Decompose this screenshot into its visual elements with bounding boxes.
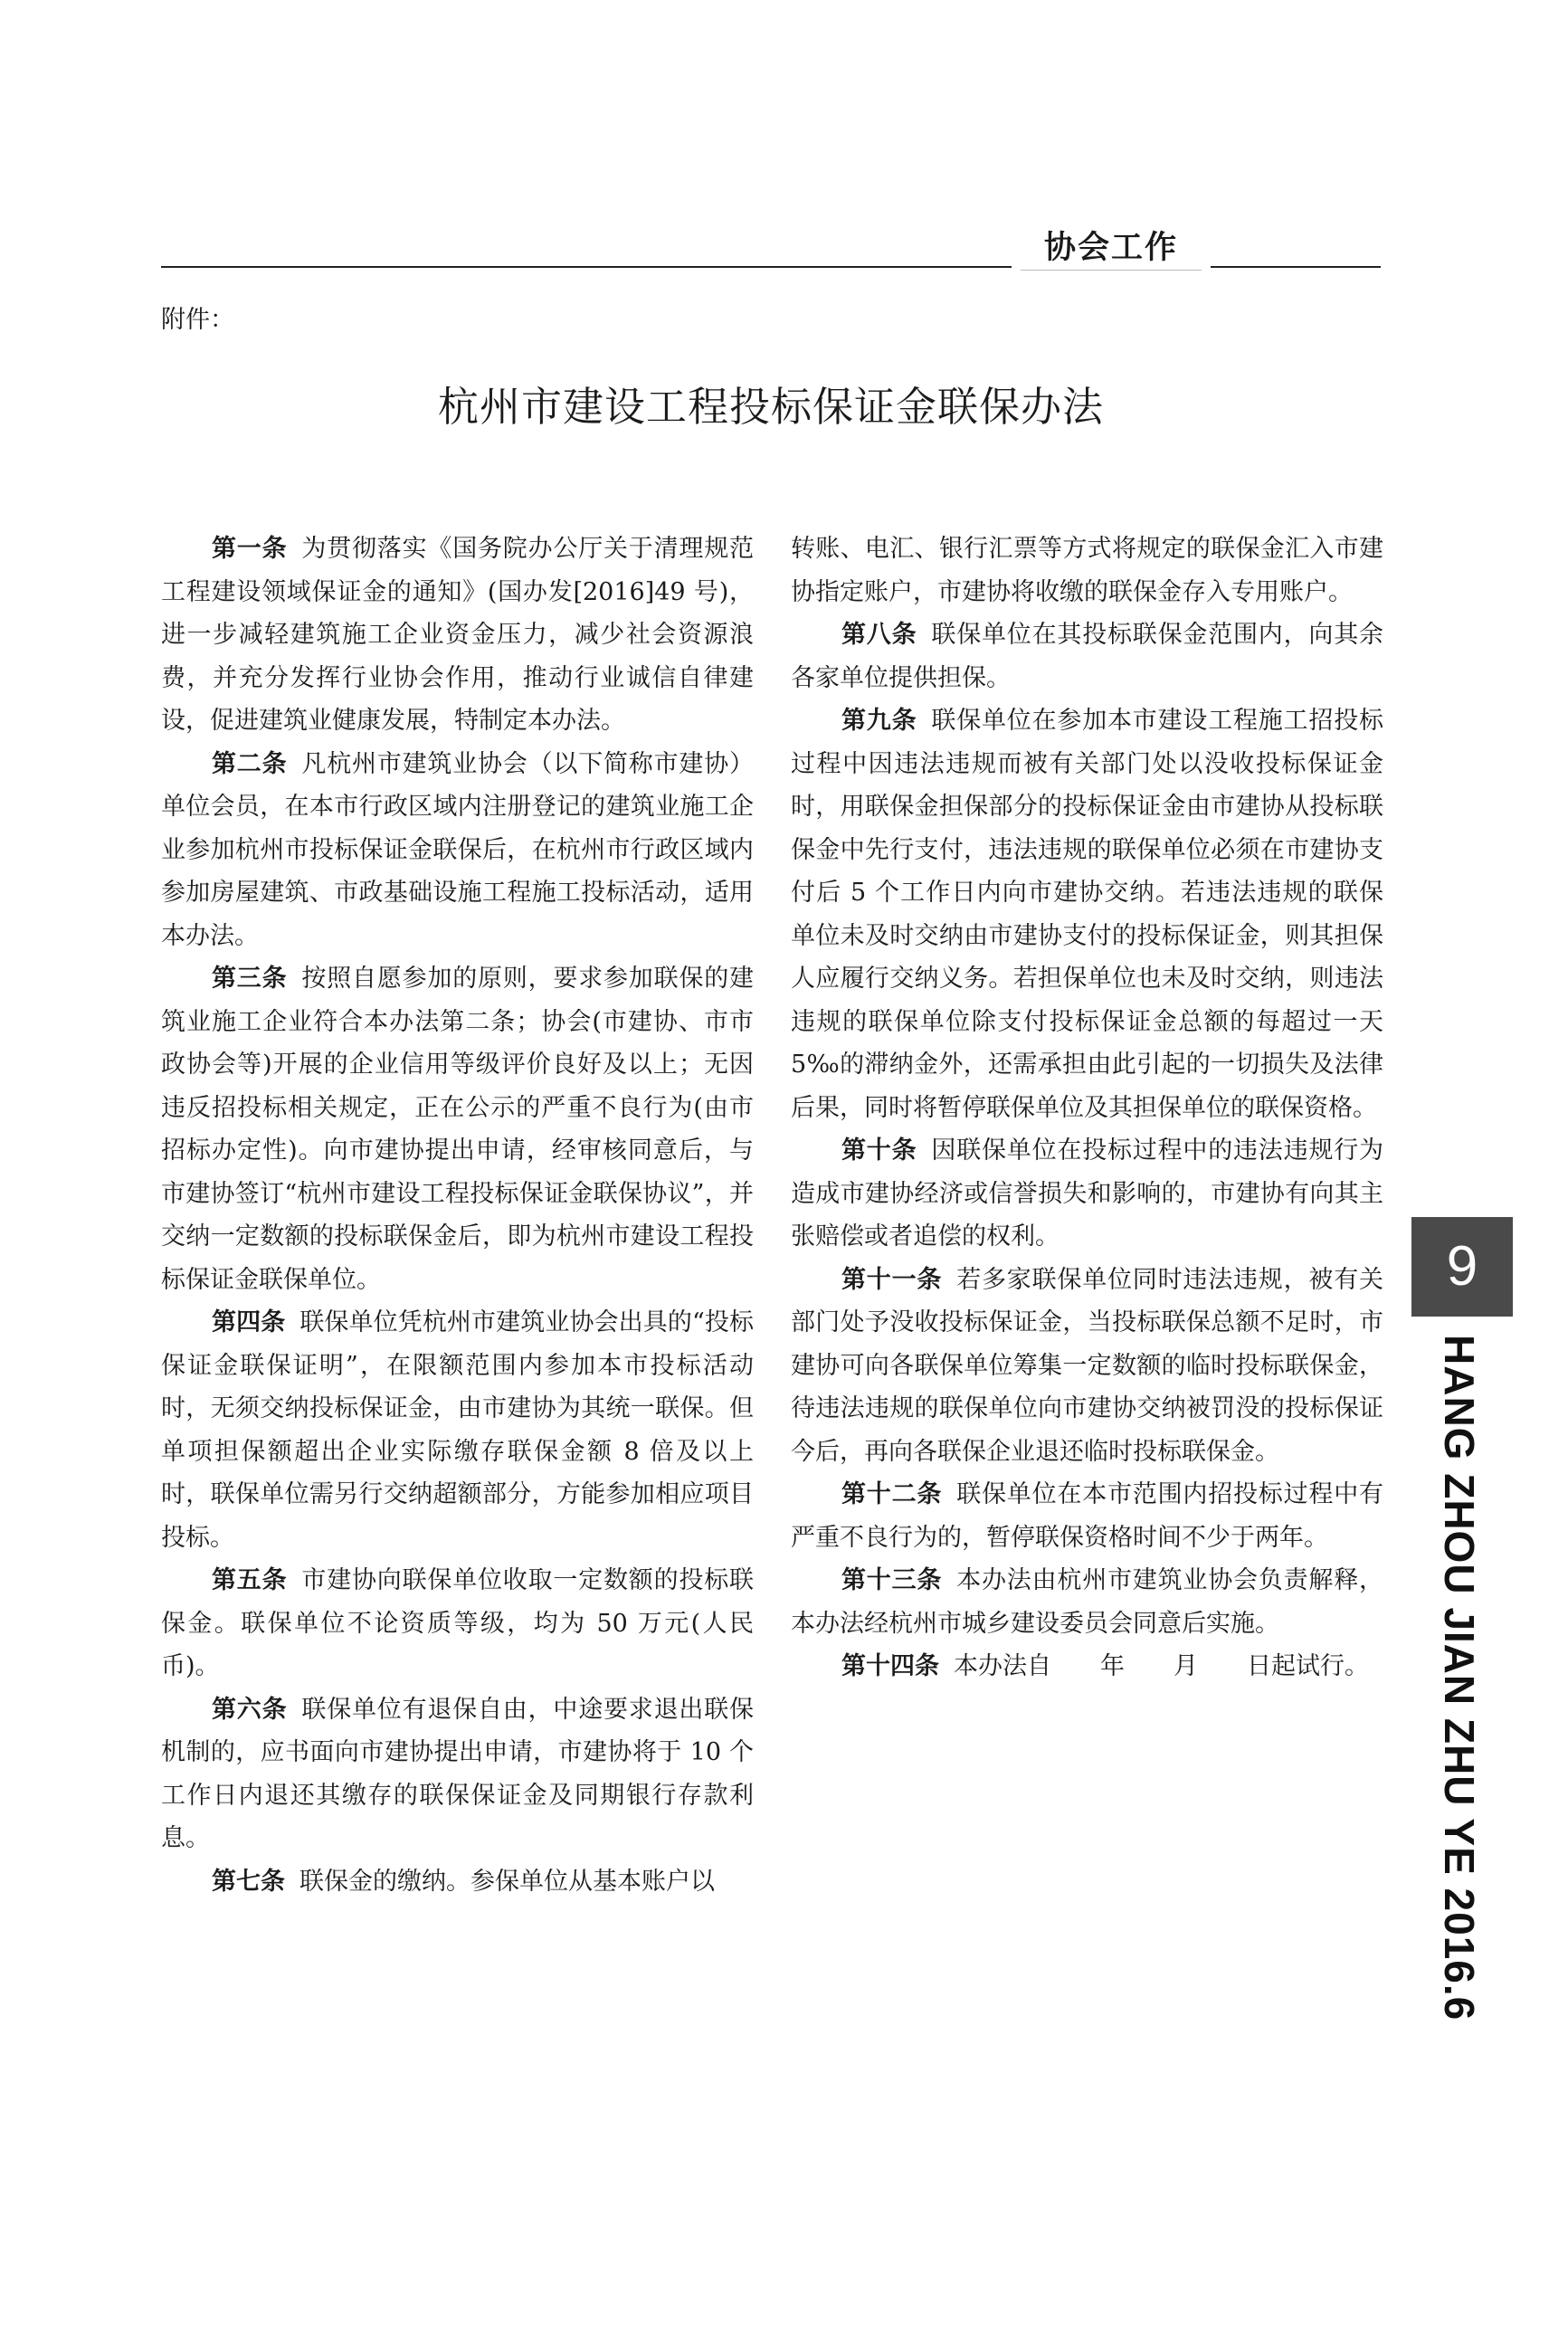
article-paragraph [791,1259,1383,1474]
header-rule-left [161,266,1012,268]
article-label: 第三条 [212,965,288,993]
article-label: 第五条 [212,1566,288,1594]
article-label: 第十一条 [841,1265,943,1294]
article-paragraph [161,1860,754,1904]
article-label: 第二条 [212,749,288,778]
article-text: 凡杭州市建筑业协会（以下简称市建协）单位会员，在本市行政区域内注册登记的建筑业施工企业参加杭州市投标保证金联保后，在杭州市行政区域内参加房屋建筑、市政基础设施工程施工投标活动，适用本办法。 [161,749,755,950]
article-paragraph [161,957,754,1301]
article-paragraph [161,1688,754,1860]
side-title-container [1415,1335,1506,2330]
article-paragraph [161,743,754,958]
article-paragraph [791,1129,1383,1259]
article-paragraph [161,1301,754,1559]
right-column [791,528,1383,1688]
article-paragraph-continued [791,528,1383,613]
article-label: 第十二条 [841,1480,943,1508]
article-label: 第一条 [212,535,288,563]
article-paragraph [791,613,1383,699]
article-text: 转账、电汇、银行汇票等方式将规定的联保金汇入市建协指定账户，市建协将收缴的联保金存入专用账户。 [791,535,1383,606]
article-text: 若多家联保单位同时违法违规，被有关部门处予没收投标保证金，当投标联保总额不足时，市建协可向各联保单位筹集一定数额的临时投标联保金，待违法违规的联保单位向市建协交纳被罚没的投标保证今后，再向各联保企业退还临时投标联保金。 [791,1265,1384,1466]
article-paragraph [791,1559,1383,1645]
article-text: 联保单位凭杭州市建筑业协会出具的“投标保证金联保证明”，在限额范围内参加本市投标活动时，无须交纳投标保证金，由市建协为其统一联保。但单项担保额超出企业实际缴存联保金额 8 倍及以上时，联保单位需另行交纳超额部分，方能参加相应项目投标。 [161,1308,754,1552]
article-text: 联保单位在其投标联保金范围内，向其余各家单位提供担保。 [791,621,1384,692]
article-text: 本办法由杭州市建筑业协会负责解释，本办法经杭州市城乡建设委员会同意后实施。 [791,1566,1384,1638]
header-rule-right [1211,266,1381,268]
article-text: 市建协向联保单位收取一定数额的投标联保金。联保单位不论资质等级，均为 50 万元(人民币)。 [161,1566,755,1680]
article-paragraph [791,1645,1383,1688]
section-label: 协会工作 [1021,226,1202,271]
article-paragraph [791,699,1383,1129]
article-paragraph [161,528,754,743]
article-label: 第十条 [841,1136,917,1165]
article-text: 本办法自 年 月 日起试行。 [954,1652,1369,1680]
article-label: 第八条 [841,621,917,649]
article-label: 第六条 [212,1695,288,1724]
article-paragraph [161,1559,754,1688]
article-text: 为贯彻落实《国务院办公厅关于清理规范工程建设领域保证金的通知》(国办发[2016]49 号)，进一步减轻建筑施工企业资金压力，减少社会资源浪费，并充分发挥行业协会作用，推动行业诚信自律建设，促进建筑业健康发展，特制定本办法。 [161,535,755,735]
article-label: 第七条 [212,1867,285,1896]
document-title: 杭州市建设工程投标保证金联保办法 [437,383,1104,431]
article-text: 联保单位有退保自由，中途要求退出联保机制的，应书面向市建协提出申请，市建协将于 10 个工作日内退还其缴存的联保保证金及同期银行存款利息。 [161,1695,755,1852]
left-column [161,528,754,1903]
page-number: 9 [1411,1217,1513,1317]
article-label: 第十三条 [841,1566,943,1594]
article-label: 第四条 [212,1308,286,1336]
article-text: 按照自愿参加的原则，要求参加联保的建筑业施工企业符合本办法第二条；协会(市建协、市市政协会等)开展的企业信用等级评价良好及以上；无因违反招投标相关规定，正在公示的严重不良行为(由市招标办定性)。向市建协提出申请，经审核同意后，与市建协签订“杭州市建设工程投标保证金联保协议”，并交纳一定数额的投标联保金后，即为杭州市建设工程投标保证金联保单位。 [161,965,755,1294]
article-text: 联保金的缴纳。参保单位从基本账户以 [299,1867,715,1896]
article-text: 因联保单位在投标过程中的违法违规行为造成市建协经济或信誉损失和影响的，市建协有向其主张赔偿或者追偿的权利。 [791,1136,1384,1251]
attachment-label: 附件： [161,306,234,334]
article-paragraph [791,1473,1383,1559]
article-label: 第十四条 [841,1652,939,1680]
article-text: 联保单位在本市范围内招投标过程中有严重不良行为的，暂停联保资格时间不少于两年。 [791,1480,1384,1552]
article-text: 联保单位在参加本市建设工程施工招投标过程中因违法违规而被有关部门处以没收投标保证金时，用联保金担保部分的投标保证金由市建协从投标联保金中先行支付，违法违规的联保单位必须在市建协支付后 5 个工作日内向市建协交纳。若违法违规的联保单位未及时交纳由市建协支付的投标保证金，则其担保人应履行交纳义务。若担保单位也未及时交纳，则违法违规的联保单位除支付投标保证金总额的每超过一天 5‰的滞纳金外，还需承担由此引起的一切损失及法律后果，同时将暂停联保单位及其担保单位的联保资格。 [791,707,1384,1122]
article-label: 第九条 [841,707,917,735]
side-journal-title: HANG ZHOU JIAN ZHU YE 2016.6 [1436,1335,1483,2021]
